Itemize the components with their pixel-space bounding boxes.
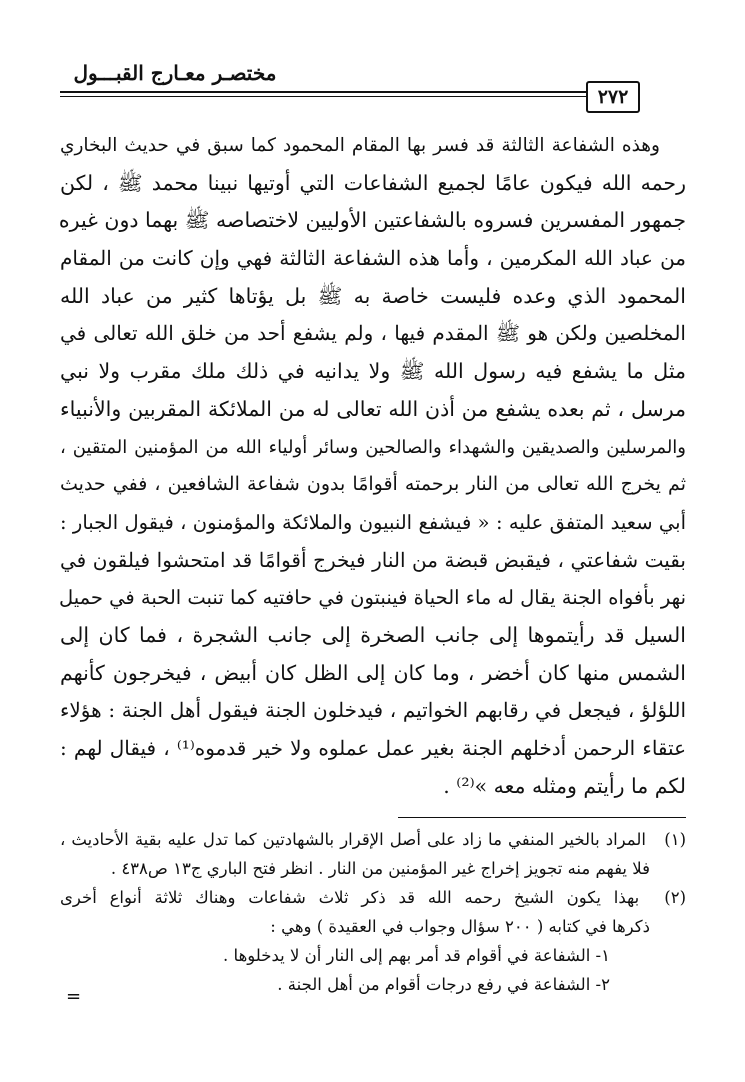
main-text xyxy=(60,127,686,805)
text-line: وهذه الشفاعة الثالثة قد فسر بها المقام المحمود كما سبق في حديث البخاري xyxy=(60,135,660,156)
footnote-2-line-2: ذكرها في كتابه ( ٢٠٠ سؤال وجواب في العقيدة ) وهي : xyxy=(270,917,650,936)
header-rule xyxy=(60,91,586,93)
text-line: نهر بأفواه الجنة يقال له ماء الحياة فينبتون في حافتيه كما تنبت الحبة في حميل xyxy=(58,586,686,610)
footnote-separator xyxy=(398,817,686,818)
text-line: جمهور المفسرين فسروه بالشفاعتين الأوليين لاختصاصه ﷺ بهما دون غيره xyxy=(58,208,686,233)
footnote-2-item-2: ٢- الشفاعة في رفع درجات أقوام من أهل الجنة . xyxy=(277,975,610,994)
text-line: من عباد الله المكرمين ، وأما هذه الشفاعة الثالثة فهي وإن كانت من المقام xyxy=(60,246,686,271)
footnotes xyxy=(60,825,686,999)
continuation-mark: = xyxy=(66,986,82,1007)
page-number: ٢٧٢ xyxy=(586,81,640,113)
text-line: رحمه الله فيكون عامًا لجميع الشفاعات التي أوتيها نبينا محمد ﷺ ، لكن xyxy=(60,170,686,195)
text-line: اللؤلؤ ، فيجعل في رقابهم الخواتيم ، فيدخلون الجنة فيقول أهل الجنة : هؤلاء xyxy=(60,698,687,723)
footnote-2-line-1: (٢) بهذا يكون الشيخ رحمه الله قد ذكر ثلاث شفاعات وهناك ثلاثة أنواع أخرى xyxy=(60,883,686,912)
text-line: المحمود الذي وعده فليست خاصة به ﷺ بل يؤتاها كثير من عباد الله xyxy=(60,283,686,308)
text-line: الشمس منها كان أخضر ، وما كان إلى الظل كان أبيض ، فيخرجون كأنهم xyxy=(60,660,686,685)
footnote-2-number: (٢) xyxy=(664,888,686,907)
text-line: بقيت شفاعتي ، فيقبض قبضة من النار فيخرج أقوامًا قد امتحشوا فيلقون في xyxy=(60,547,686,572)
header-rule-thin xyxy=(60,96,586,97)
text-line: أبي سعيد المتفق عليه : « فيشفع النبيون والملائكة والمؤمنون ، فيقول الجبار : xyxy=(60,510,686,534)
footnote-1-line-2: فلا يفهم منه تجويز إخراج غير المؤمنين من النار . انظر فتح الباري ج١٣ ص٤٣٨ . xyxy=(110,859,650,878)
text-line: السيل قد رأيتموها إلى جانب الصخرة إلى جانب الشجرة ، فما كان إلى xyxy=(60,622,686,647)
footnote-1-line-1: (١) المراد بالخير المنفي ما زاد على أصل الإقرار بالشهادتين كما تدل عليه بقية الأحاديث ، xyxy=(60,825,686,854)
footnote-2-item-1: ١- الشفاعة في أقوام قد أمر بهم إلى النار أن لا يدخلوها . xyxy=(223,946,610,965)
text-line: ثم يخرج الله تعالى من النار برحمته أقوامًا بدون شفاعة الشافعين ، ففي حديث xyxy=(60,473,686,496)
text-line: لكم ما رأيتم ومثله معه »⁽²⁾ . xyxy=(443,773,686,798)
text-line: مرسل ، ثم بعده يشفع من أذن الله تعالى له من الملائكة المقربين والأنبياء xyxy=(60,396,686,421)
text-line: عتقاء الرحمن أدخلهم الجنة بغير عمل عملوه ولا خير قدموه⁽¹⁾ ، فيقال لهم : xyxy=(60,736,687,760)
text-line: مثل ما يشفع فيه رسول الله ﷺ ولا يدانيه في ذلك ملك مقرب ولا نبي xyxy=(60,359,686,384)
running-title: مختصـر معـارج القبـــول xyxy=(73,61,277,85)
text-line: والمرسلين والصديقين والشهداء والصالحين وسائر أولياء الله من المؤمنين المتقين ، xyxy=(60,436,686,458)
footnote-1-number: (١) xyxy=(664,830,687,849)
text-line: المخلصين ولكن هو ﷺ المقدم فيها ، ولم يشفع أحد من خلق الله تعالى في xyxy=(60,321,686,346)
